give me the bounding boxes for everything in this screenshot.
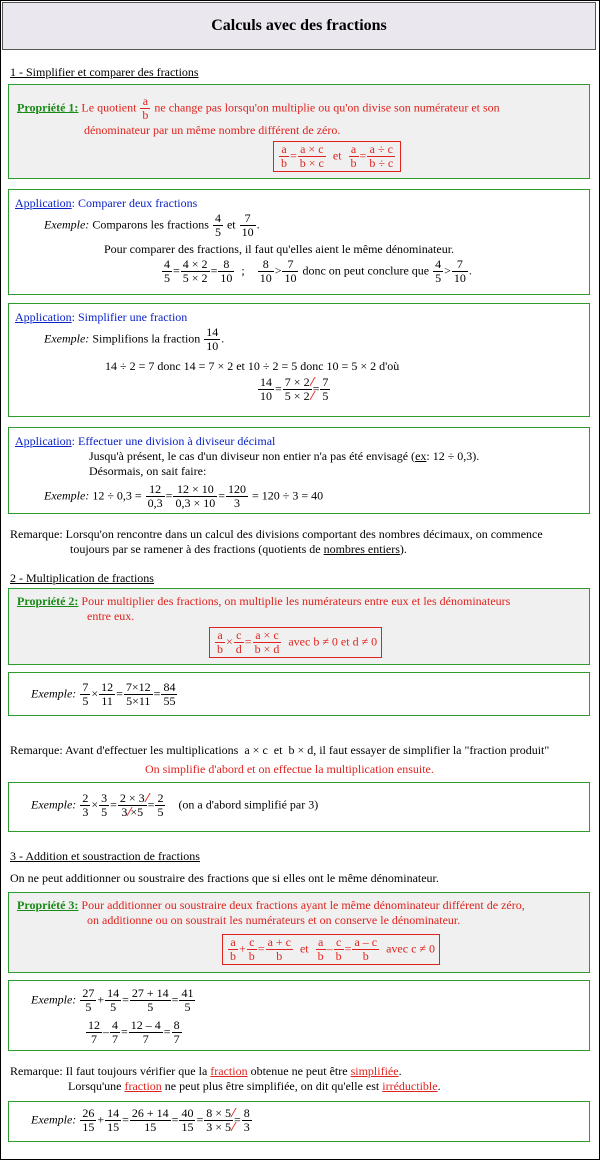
application-simplify-box: Application: Simplifier une fraction Exemple: Simplifions la fraction $\frac{14}{10}$ . 14 ÷ 2 = 7 donc 14 = 7 × 2 et 10 ÷ 2 = 5 donc 10 = 5 × 2 d'où $\frac{14}{10}$ = $\frac{7 \times 2}{5 \times 2}$ = $\frac{7}{5}$ bbox=[8, 303, 590, 417]
property-1-label: Propriété 1: bbox=[17, 100, 79, 115]
property-1-text-c: dénominateur par un même nombre différent de zéro. bbox=[84, 123, 341, 137]
irreducible-example-box bbox=[8, 1101, 590, 1142]
section-3-intro: On ne peut additionner ou soustraire des fractions que si elles ont le même dénominateur. bbox=[10, 871, 439, 885]
application-division-box bbox=[8, 427, 590, 514]
property-1-text-b: ne change pas lorsqu'on multiplie ou qu'on divise son numérateur et son bbox=[154, 100, 500, 115]
simplify-first-example: Exemple: $\frac{2}{3}$ × $\frac{3}{5}$ = $\frac{2 \times 3}{3 \times 5}$ = $\frac{2}{5}$ (on a d'abord simplifié par 3) bbox=[31, 791, 319, 819]
application-label: Application bbox=[15, 310, 72, 324]
property-2-label: Propriété 2: bbox=[17, 594, 79, 608]
section-2-heading: 2 - Multiplication de fractions bbox=[10, 571, 154, 585]
division-text-1: Jusqu'à présent, le cas d'un diviseur non entier n'a pas été envisagé (ex: 12 ÷ 0,3). bbox=[89, 449, 480, 463]
simplify-first-example-box bbox=[8, 782, 590, 832]
property-2-text-b: entre eux. bbox=[87, 609, 135, 623]
property-1-text-a: Le quotient bbox=[81, 100, 137, 115]
multiplication-example-box bbox=[8, 672, 590, 716]
subtraction-example: $\frac{12}{7}$ – $\frac{4}{7}$ = $\frac{12 - 4}{7}$ = $\frac{8}{7}$ bbox=[88, 1018, 180, 1046]
property-1-formula: $\frac{a}{b}$ = $\frac{a \times c}{b \times c}$ et $\frac{a}{b}$ = $\frac{a \div c}{b \div c}$ bbox=[273, 141, 401, 172]
division-calculation: Exemple: 12 ÷ 0,3 = $\frac{12}{0,3}$ = $\frac{12 \times 10}{0,3 \times 10}$ = $\frac{120}{3}$ = 120 ÷ 3 = 40 bbox=[44, 482, 324, 510]
application-title: : Simplifier une fraction bbox=[71, 310, 188, 324]
irreducible-example: Exemple: $\frac{26}{15}$ + $\frac{14}{15}$ = $\frac{26 + 14}{15}$ = $\frac{40}{15}$ = $\frac{8 \times 5}{3 \times 5}$ = $\frac{8}{3}$ bbox=[31, 1106, 250, 1134]
remark-2: Remarque: Avant d'effectuer les multiplications a × c et b × d, il faut essayer de simplifier la "fraction produit" bbox=[10, 743, 550, 757]
remark-3: Remarque: Il faut toujours vérifier que la fraction obtenue ne peut être simplifiée. bbox=[10, 1064, 402, 1078]
property-3-label: Propriété 3: bbox=[17, 898, 79, 912]
property-2-text-a: Pour multiplier des fractions, on multiplie les numérateurs entre eux et les dénominateurs bbox=[81, 594, 511, 608]
and-text: et bbox=[226, 217, 236, 232]
property-3-text-a: Pour additionner ou soustraire deux fractions ayant le même dénominateur différent de zéro, bbox=[81, 898, 525, 912]
application-label: Application bbox=[15, 434, 72, 448]
example-label: Exemple: bbox=[44, 331, 90, 346]
remark-3-line-2: Lorsqu'une fraction ne peut plus être simplifiée, on dit qu'elle est irréductible. bbox=[68, 1079, 441, 1093]
multiplication-example: Exemple: $\frac{7}{5}$ × $\frac{12}{11}$ = $\frac{7\times 12}{5\times 11}$ = $\frac{84}{55}$ bbox=[31, 680, 176, 708]
application-title: : Effectuer une division à diviseur décimal bbox=[71, 434, 276, 448]
simplify-text: Simplifions la fraction bbox=[92, 331, 201, 346]
remark-1: Remarque: Lorsqu'on rencontre dans un calcul des divisions comportant des nombres décimaux, on commence bbox=[10, 527, 543, 541]
application-title: : Comparer deux fractions bbox=[71, 196, 198, 210]
property-3-formula: $\frac{a}{b}$ + $\frac{c}{b}$ = $\frac{a + c}{b}$ et $\frac{a}{b}$ – $\frac{c}{b}$ = $\frac{a - c}{b}$ avec c ≠ 0 bbox=[222, 934, 440, 965]
simplify-calculation: $\frac{14}{10}$ = $\frac{7 \times 2}{5 \times 2}$ = $\frac{7}{5}$ bbox=[260, 375, 329, 403]
section-3-heading: 3 - Addition et soustraction de fractions bbox=[10, 849, 200, 863]
application-label: Application bbox=[15, 196, 72, 210]
property-3-box bbox=[8, 892, 590, 973]
page-title: Calculs avec des fractions bbox=[2, 2, 596, 50]
compare-calculation: $\frac{4}{5}$ = $\frac{4 \times 2}{5 \times 2}$ = $\frac{8}{10}$ ; $\frac{8}{10}$ > $\frac{7}{10}$ donc on peut conclure que $\frac{4}{5}$ > $\frac{7}{10}$ . bbox=[164, 257, 472, 285]
example-label: Exemple: bbox=[44, 488, 90, 503]
property-1-box bbox=[8, 84, 590, 179]
remark-2-rule: On simplifie d'abord et on effectue la multiplication ensuite. bbox=[145, 762, 434, 776]
property-1-fraction-a-b: $\frac{a}{b}$ bbox=[142, 94, 149, 122]
remark-1-line-2: toujours par se ramener à des fractions (quotients de nombres entiers). bbox=[70, 542, 407, 556]
property-2-formula: $\frac{a}{b}$ × $\frac{c}{d}$ = $\frac{a \times c}{b \times d}$ avec b ≠ 0 et d ≠ 0 bbox=[209, 627, 382, 658]
addition-example-box bbox=[8, 980, 590, 1051]
section-1-heading: 1 - Simplifier et comparer des fractions bbox=[10, 65, 199, 79]
example-label: Exemple: bbox=[44, 217, 90, 232]
compare-text: Comparons les fractions bbox=[92, 217, 209, 232]
property-3-text-b: on additionne ou on soustrait les numérateurs et on conserve le dénominateur. bbox=[87, 913, 461, 927]
application-compare-box: Application: Comparer deux fractions Exemple: Comparons les fractions $\frac{4}{5}$ et $\frac{7}{10}$ . Pour comparer des fractions, il faut qu'elles aient le même dénominateur. $\frac{4}{5}$ = $\frac{4 \times 2}{5 \times 2}$ = $\frac{8}{10}$ ; $\frac{8}{10}$ > $\frac{7}{10}$ donc on peut conclure que $\frac{4}{5}$ > $\frac{7}{10}$ . bbox=[8, 189, 590, 295]
compare-rule-text: Pour comparer des fractions, il faut qu'elles aient le même dénominateur. bbox=[104, 242, 455, 256]
property-2-box bbox=[8, 588, 590, 665]
simplify-steps: 14 ÷ 2 = 7 donc 14 = 7 × 2 et 10 ÷ 2 = 5 donc 10 = 5 × 2 d'où bbox=[105, 359, 400, 373]
conclusion-text: donc on peut conclure que bbox=[302, 263, 430, 278]
division-text-2: Désormais, on sait faire: bbox=[89, 464, 207, 478]
addition-example: Exemple: $\frac{27}{5}$ + $\frac{14}{5}$ = $\frac{27 + 14}{5}$ = $\frac{41}{5}$ bbox=[31, 986, 194, 1014]
